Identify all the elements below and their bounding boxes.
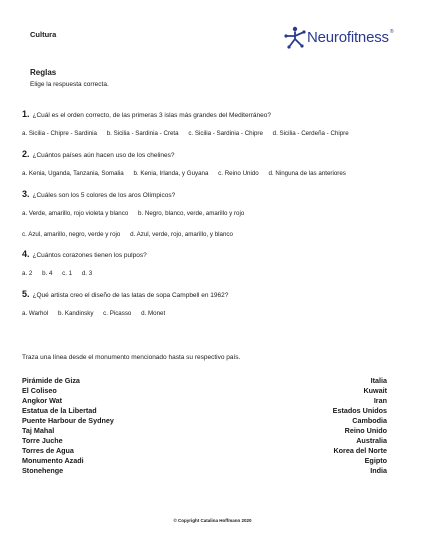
monument-item[interactable]: El Coliseo [22, 386, 57, 395]
matching-instruction: Traza una línea desde el monumento mencionado hasta su respectivo país. [22, 354, 241, 361]
monument-item[interactable]: Puente Harbour de Sydney [22, 416, 114, 425]
option-b[interactable]: b. Sicilia - Sardinia - Creta [106, 130, 179, 137]
question-number: 5. [22, 289, 30, 299]
logo-brand-light: fitness [346, 29, 389, 46]
option-b[interactable]: b. Negro, blanco, verde, amarillo y rojo [138, 210, 245, 217]
country-item[interactable]: India [370, 466, 387, 475]
country-item[interactable]: Egipto [364, 456, 387, 465]
option-a[interactable]: a. 2 [22, 270, 33, 277]
country-item[interactable]: Korea del Norte [333, 446, 387, 455]
country-item[interactable]: Iran [373, 396, 387, 405]
logo-brand-bold: Neuro [307, 29, 347, 46]
option-d[interactable]: d. Ninguna de las anteriores [268, 170, 346, 177]
country-item[interactable]: Australia [356, 436, 387, 445]
option-d[interactable]: d. Sicilia - Cerdeña - Chipre [272, 130, 349, 137]
question-number: 3. [22, 189, 30, 199]
monument-item[interactable]: Torre Juche [22, 436, 63, 445]
figure-logo-icon [282, 24, 308, 50]
question-4-options [22, 270, 100, 277]
option-c[interactable]: c. Sicilia - Sardinia - Chipre [188, 130, 263, 137]
neurofitness-logo [282, 24, 402, 52]
question-text: ¿Cuál es el orden correcto, de las primeras 3 islas más grandes del Mediterráneo? [32, 112, 271, 119]
question-3-options-row1 [22, 210, 252, 217]
option-d[interactable]: d. Monet [141, 310, 166, 317]
question-5 [22, 289, 228, 299]
question-5-options [22, 310, 173, 317]
section-title: Cultura [30, 30, 57, 39]
option-b[interactable]: b. Kenia, Irlanda, y Guyana [133, 170, 209, 177]
question-2 [22, 149, 175, 159]
option-d[interactable]: d. 3 [81, 270, 93, 277]
option-a[interactable]: a. Kenia, Uganda, Tanzania, Somalia [22, 170, 124, 177]
option-a[interactable]: a. Sicilia - Chipre - Sardinia [22, 130, 97, 137]
country-item[interactable]: Estados Unidos [332, 406, 387, 415]
option-c[interactable]: c. Reino Unido [218, 170, 259, 177]
option-a[interactable]: a. Warhol [22, 310, 49, 317]
monument-item[interactable]: Monumento Azadi [22, 456, 84, 465]
option-c[interactable]: c. 1 [62, 270, 73, 277]
country-item[interactable]: Cambodia [352, 416, 387, 425]
monument-item[interactable]: Taj Mahal [22, 426, 55, 435]
rules-instruction: Elige la respuesta correcta. [30, 81, 109, 88]
question-number: 4. [22, 249, 30, 259]
rules-title: Reglas [30, 68, 57, 77]
monument-item[interactable]: Estatua de la Libertad [22, 406, 97, 415]
question-2-options [22, 170, 354, 177]
option-c[interactable]: c. Picasso [103, 310, 132, 317]
monument-item[interactable]: Stonehenge [22, 466, 64, 475]
question-text: ¿Cuántos corazones tienen los pulpos? [32, 252, 147, 259]
country-item[interactable]: Kuwait [363, 386, 387, 395]
question-3-options-row2 [22, 231, 241, 238]
monument-item[interactable]: Angkor Wat [22, 396, 63, 405]
logo-registered-mark: ® [389, 29, 394, 35]
question-text: ¿Cuántos países aún hacen uso de los chelines? [32, 152, 175, 159]
question-3 [22, 189, 175, 199]
question-number: 1. [22, 109, 30, 119]
option-d[interactable]: d. Azul, verde, rojo, amarillo, y blanco [130, 231, 233, 238]
option-a[interactable]: a. Verde, amarillo, rojo violeta y blanco [22, 210, 129, 217]
country-item[interactable]: Reino Unido [344, 426, 387, 435]
country-item[interactable]: Italia [370, 376, 387, 385]
question-text: ¿Qué artista creo el diseño de las latas de sopa Campbell en 1962? [32, 292, 229, 299]
question-number: 2. [22, 149, 30, 159]
logo-wordmark [307, 29, 393, 46]
copyright-footer: © Copyright Catalina Hoffmann 2020 [173, 518, 252, 523]
monument-item[interactable]: Torres de Agua [22, 446, 74, 455]
question-1 [22, 109, 271, 119]
question-4 [22, 249, 147, 259]
question-text: ¿Cuáles son los 5 colores de los aros Olímpicos? [32, 192, 176, 199]
option-b[interactable]: b. 4 [42, 270, 53, 277]
option-b[interactable]: b. Kandinsky [57, 310, 94, 317]
option-c[interactable]: c. Azul, amarillo, negro, verde y rojo [22, 231, 121, 238]
monument-item[interactable]: Pirámide de Giza [22, 376, 80, 385]
question-1-options [22, 130, 357, 137]
